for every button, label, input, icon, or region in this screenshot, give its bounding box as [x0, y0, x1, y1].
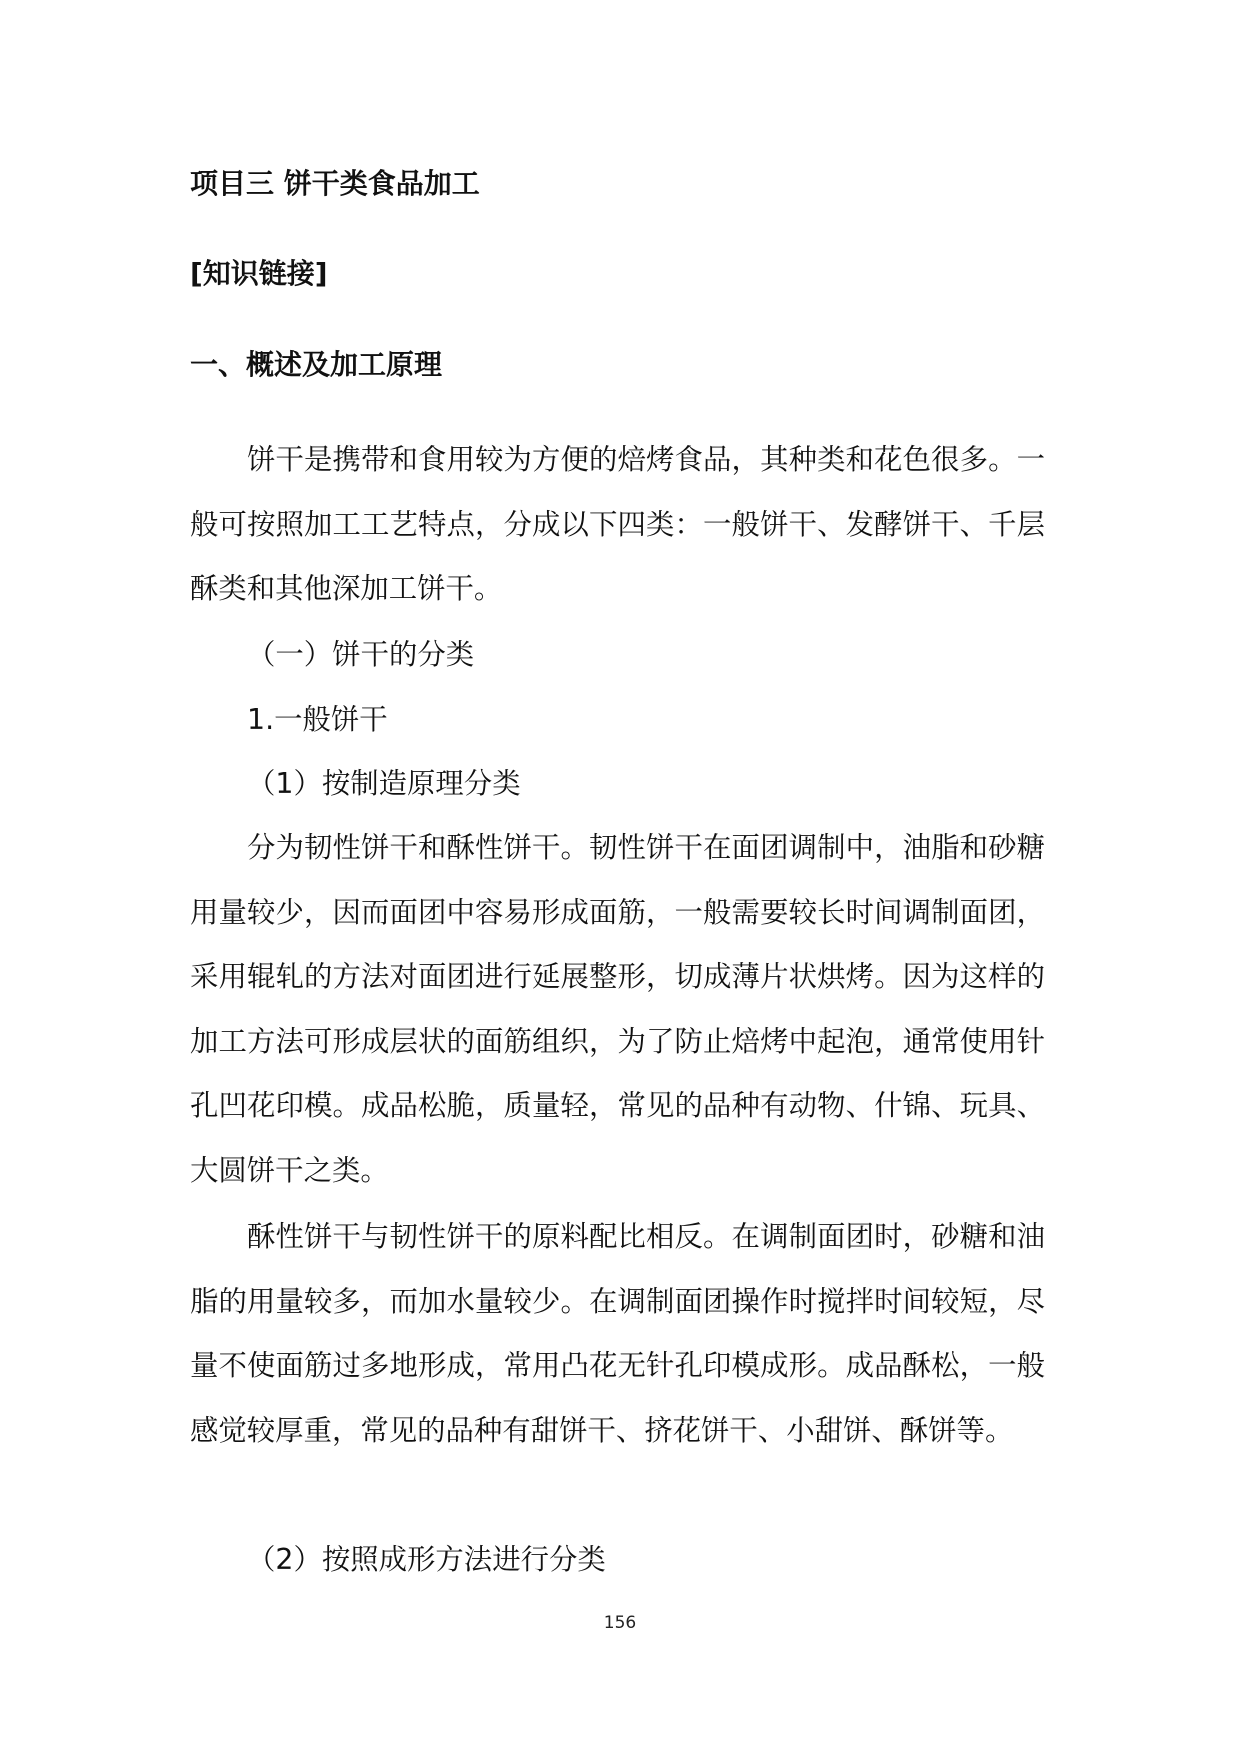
- subheading-by-principle: （1）按制造原理分类: [247, 767, 521, 800]
- intro-paragraph: 饼干是携带和食用较为方便的焙烤食品，其种类和花色很多。一般可按照加工工艺特点，分成以下四类：一般饼干、发酵饼干、千层酥类和其他深加工饼干。: [190, 443, 1045, 606]
- project-title: 项目三 饼干类食品加工: [190, 167, 480, 200]
- crisp-paragraph: 酥性饼干与韧性饼干的原料配比相反。在调制面团时，砂糖和油脂的用量较多，而加水量较少。在调制面团操作时搅拌时间较短，尽量不使面筋过多地形成，常用凸花无针孔印模成形。成品酥松，一般感觉较厚重，常见的品种有甜饼干、挤花饼干、小甜饼、酥饼等。: [190, 1220, 1045, 1447]
- subheading-by-forming: （2）按照成形方法进行分类: [247, 1543, 606, 1576]
- page-number: 156: [603, 1613, 637, 1633]
- section-tag: [知识链接]: [190, 257, 328, 290]
- subheading-general-biscuit: 1.一般饼干: [247, 703, 388, 736]
- subheading-classification: （一）饼干的分类: [247, 638, 475, 671]
- tough-crisp-paragraph: 分为韧性饼干和酥性饼干。韧性饼干在面团调制中，油脂和砂糖用量较少，因而面团中容易形成面筋，一般需要较长时间调制面团，采用辊轧的方法对面团进行延展整形，切成薄片状烘烤。因为这样的加工方法可形成层状的面筋组织，为了防止焙烤中起泡，通常使用针孔凹花印模。成品松脆，质量轻，常见的品种有动物、什锦、玩具、大圆饼干之类。: [190, 831, 1045, 1187]
- section-heading: 一、概述及加工原理: [190, 348, 443, 381]
